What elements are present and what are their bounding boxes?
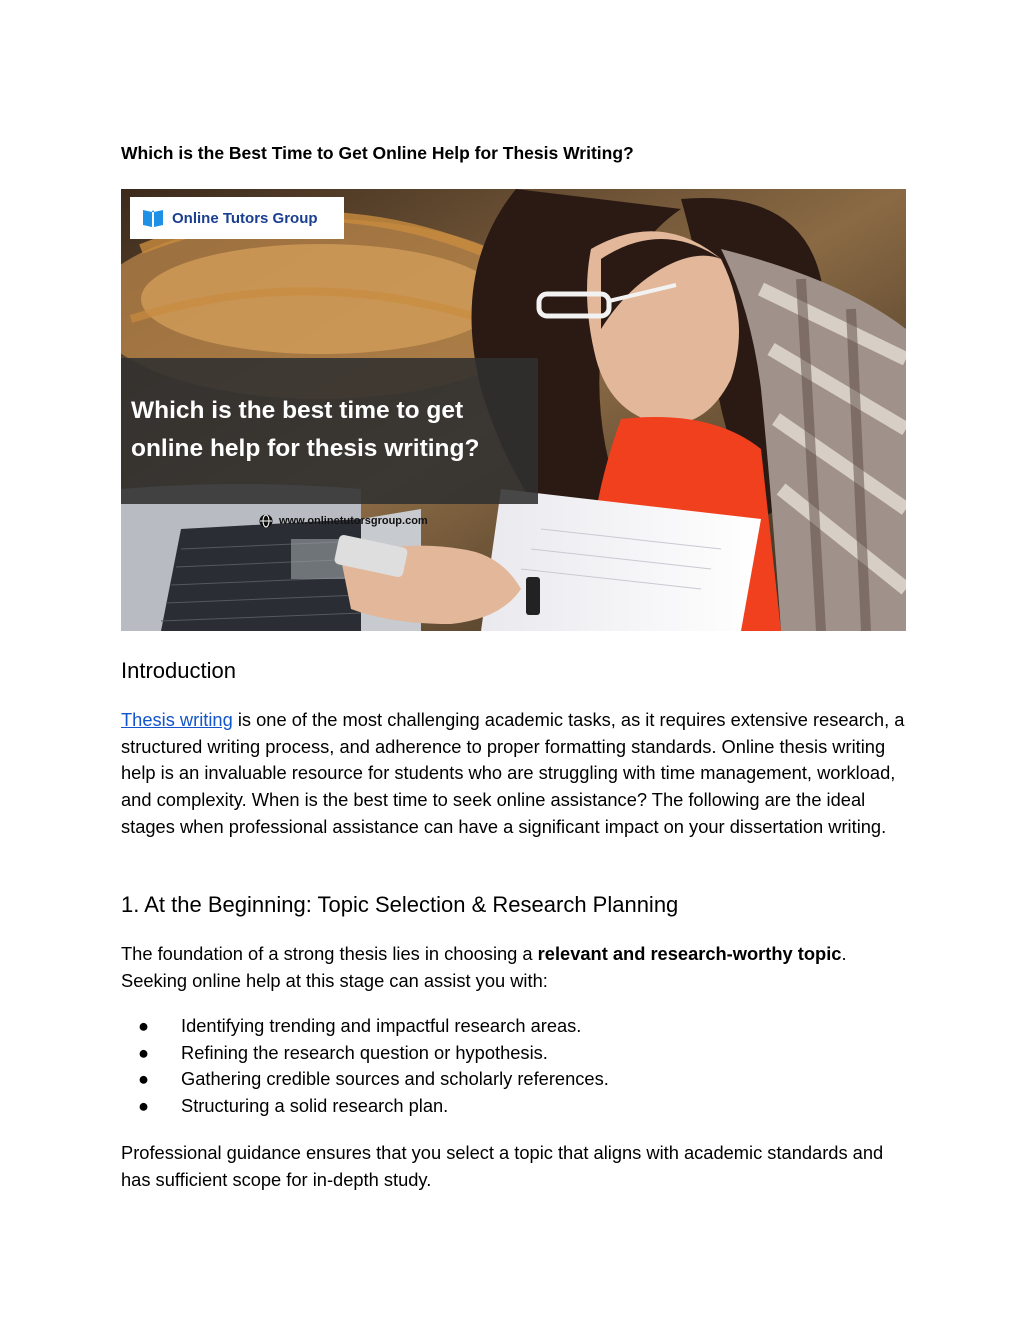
banner-line-2: online help for thesis writing? <box>131 435 480 462</box>
list-item-text: Identifying trending and impactful research areas. <box>181 1015 582 1036</box>
list-item <box>121 1066 609 1093</box>
introduction-paragraph <box>121 707 911 841</box>
list-item <box>121 1040 609 1067</box>
logo-box <box>130 197 344 239</box>
thesis-writing-link[interactable]: Thesis writing <box>121 709 233 730</box>
globe-icon <box>259 514 273 528</box>
section1-bullet-list <box>121 1013 609 1120</box>
list-item <box>121 1093 609 1120</box>
list-item <box>121 1013 609 1040</box>
list-item-text: Refining the research question or hypothesis. <box>181 1041 548 1063</box>
introduction-body: is one of the most challenging academic tasks, as it requires extensive research, a structured writing process, and adherence to proper formatting standards. Online thesis writing help is an invaluable resource for students who are struggling with time management, workload, and complexity. When is the best time to seek online assistance? The following are the ideal stages when professional assistance can have a significant impact on your dissertation writing. <box>121 709 905 837</box>
book-icon <box>142 208 164 228</box>
section1-heading: 1. At the Beginning: Topic Selection & Research Planning <box>121 892 679 917</box>
section1-closing-paragraph: Professional guidance ensures that you select a topic that aligns with academic standards and has sufficient scope for in-depth study. <box>121 1142 884 1190</box>
section1-intro-bold: relevant and research-worthy topic <box>537 943 842 964</box>
logo-text: Online Tutors Group <box>172 209 318 227</box>
bullet-dot: ● <box>138 1095 150 1117</box>
list-item-text: Structuring a solid research plan. <box>181 1095 449 1117</box>
hero-banner <box>121 358 538 504</box>
section1-intro-paragraph <box>121 941 911 994</box>
section1-intro-before: The foundation of a strong thesis lies in choosing a <box>121 943 538 964</box>
bullet-dot: ● <box>138 1068 150 1090</box>
hero-url-text: www.onlinetutorsgroup.com <box>279 515 428 527</box>
bullet-dot: ● <box>138 1015 150 1036</box>
introduction-heading: Introduction <box>121 658 236 683</box>
bullet-dot: ● <box>138 1041 150 1063</box>
section1-intro-after: . Seeking online help at this stage can assist you with: <box>121 943 847 991</box>
hero-url-row <box>259 514 428 528</box>
hero-image <box>121 189 906 631</box>
list-item-text: Gathering credible sources and scholarly references. <box>181 1068 609 1090</box>
banner-line-1: Which is the best time to get <box>131 397 464 424</box>
document-title: Which is the Best Time to Get Online Help for Thesis Writing? <box>121 143 634 163</box>
